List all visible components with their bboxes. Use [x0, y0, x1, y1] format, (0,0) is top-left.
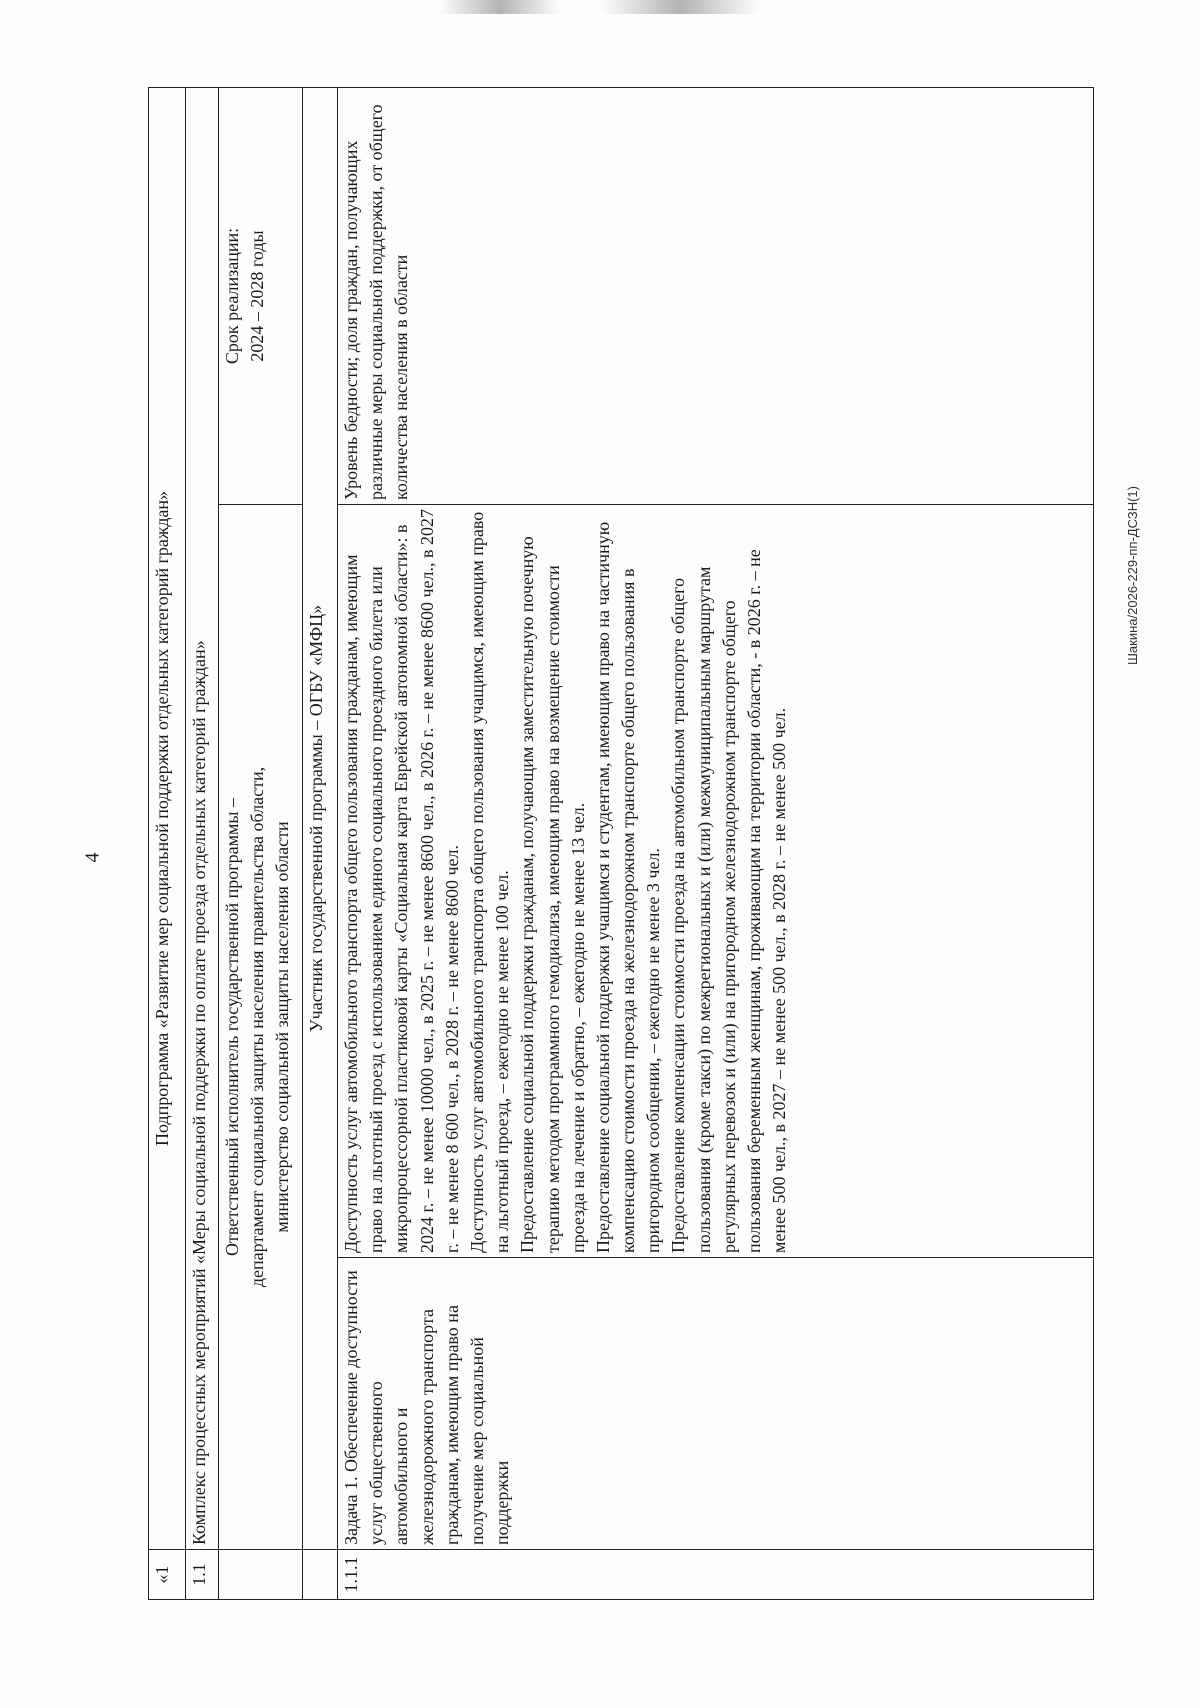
result-item: Доступность услуг автомобильного транспорта общего пользования гражданам, имеющим право на льготный проезд с использованием единого социального проездного билета или микропроцессорной пластиковой карты «Социальная карта Еврейской автономной области»: в 2024 г. – не менее 10000 чел., в 2025 г. – не менее 8600 чел., в 2026 г. – не менее 8600 чел., в 2027 г. – не менее 8 600 чел., в 2028 г. – не менее 8600 чел. — [341, 509, 462, 1253]
indicator: Уровень бедности; доля граждан, получающих различные меры социальной поддержки, от общего количества населения в области — [338, 87, 1094, 504]
empty-cell — [219, 1550, 303, 1600]
rotated-document — [148, 88, 1094, 1600]
task-row — [338, 87, 1094, 1599]
term-label: Срок реализации: — [222, 227, 242, 365]
executor-line: министерство социальной защиты населения области — [272, 821, 293, 1233]
footer-document-code — [1117, 485, 1147, 665]
executor-line: Ответственный исполнитель государственной программы – — [222, 797, 242, 1257]
executor-line: департамент социальной защиты населения правительства области, — [247, 766, 268, 1288]
program-table — [148, 87, 1094, 1600]
subprogram-title: Подпрограмма «Развитие мер социальной поддержки отдельных категорий граждан» — [149, 87, 186, 1549]
term-value: 2024 – 2028 годы — [247, 230, 268, 362]
subprogram-row — [149, 87, 186, 1599]
task-description: Задача 1. Обеспечение доступности услуг общественного автомобильного и железнодорожного транспорта гражданам, имеющим право на получение мер социальной поддержки — [338, 1258, 1094, 1550]
result-item: Предоставление социальной поддержки гражданам, получающим заместительную почечную терапию методом программного гемодиализа, имеющим право на возмещение стоимости проезда на лечение и обратно, – ежегодно не менее 13 чел. — [517, 536, 588, 1253]
executor-row — [219, 87, 303, 1599]
row-number: «1 — [149, 1550, 186, 1600]
result-item: Доступность услуг автомобильного транспорта общего пользования учащимся, имеющим право на льготный проезд, – ежегодно не менее 100 чел. — [466, 511, 513, 1253]
participant: Участник государственной программы – ОГБУ «МФЦ» — [303, 87, 338, 1549]
result-item: Предоставление социальной поддержки учащимся и студентам, имеющим право на частичную компенсацию стоимости проезда на железнодорожном транспорте общего пользования в пригородном сообщении, – ежегодно не менее 3 чел. — [592, 521, 664, 1253]
page-number: 4 — [81, 852, 104, 863]
footer-code-text: Шакина/2026-229-пп-ДСЗН(1) — [1124, 485, 1140, 665]
result-item: Предоставление компенсации стоимости проезда на автомобильном транспорте общего пользования (кроме такси) по межрегиональных и (или) межмуниципальным маршрутам регулярных перевозок и (или) на пригородном железнодорожном транспорте общего пользования беременным женщинам, проживающим на территории области, - в 2026 г. – не менее 500 чел., в 2027 – не менее 500 чел., в 2028 г. – не менее 500 чел. — [668, 549, 790, 1253]
complex-title: Комплекс процессных мероприятий «Меры социальной поддержки по оплате проезда отдельных категорий граждан» — [186, 87, 219, 1549]
expected-results — [338, 505, 1094, 1258]
empty-cell — [303, 1550, 338, 1600]
responsible-executor — [219, 505, 303, 1550]
row-number: 1.1 — [186, 1550, 219, 1600]
implementation-term — [219, 87, 303, 504]
scan-artifact — [600, 0, 760, 14]
complex-row — [186, 87, 219, 1599]
scan-artifact — [440, 0, 560, 14]
participant-row — [303, 87, 338, 1599]
row-number: 1.1.1 — [338, 1550, 1094, 1600]
